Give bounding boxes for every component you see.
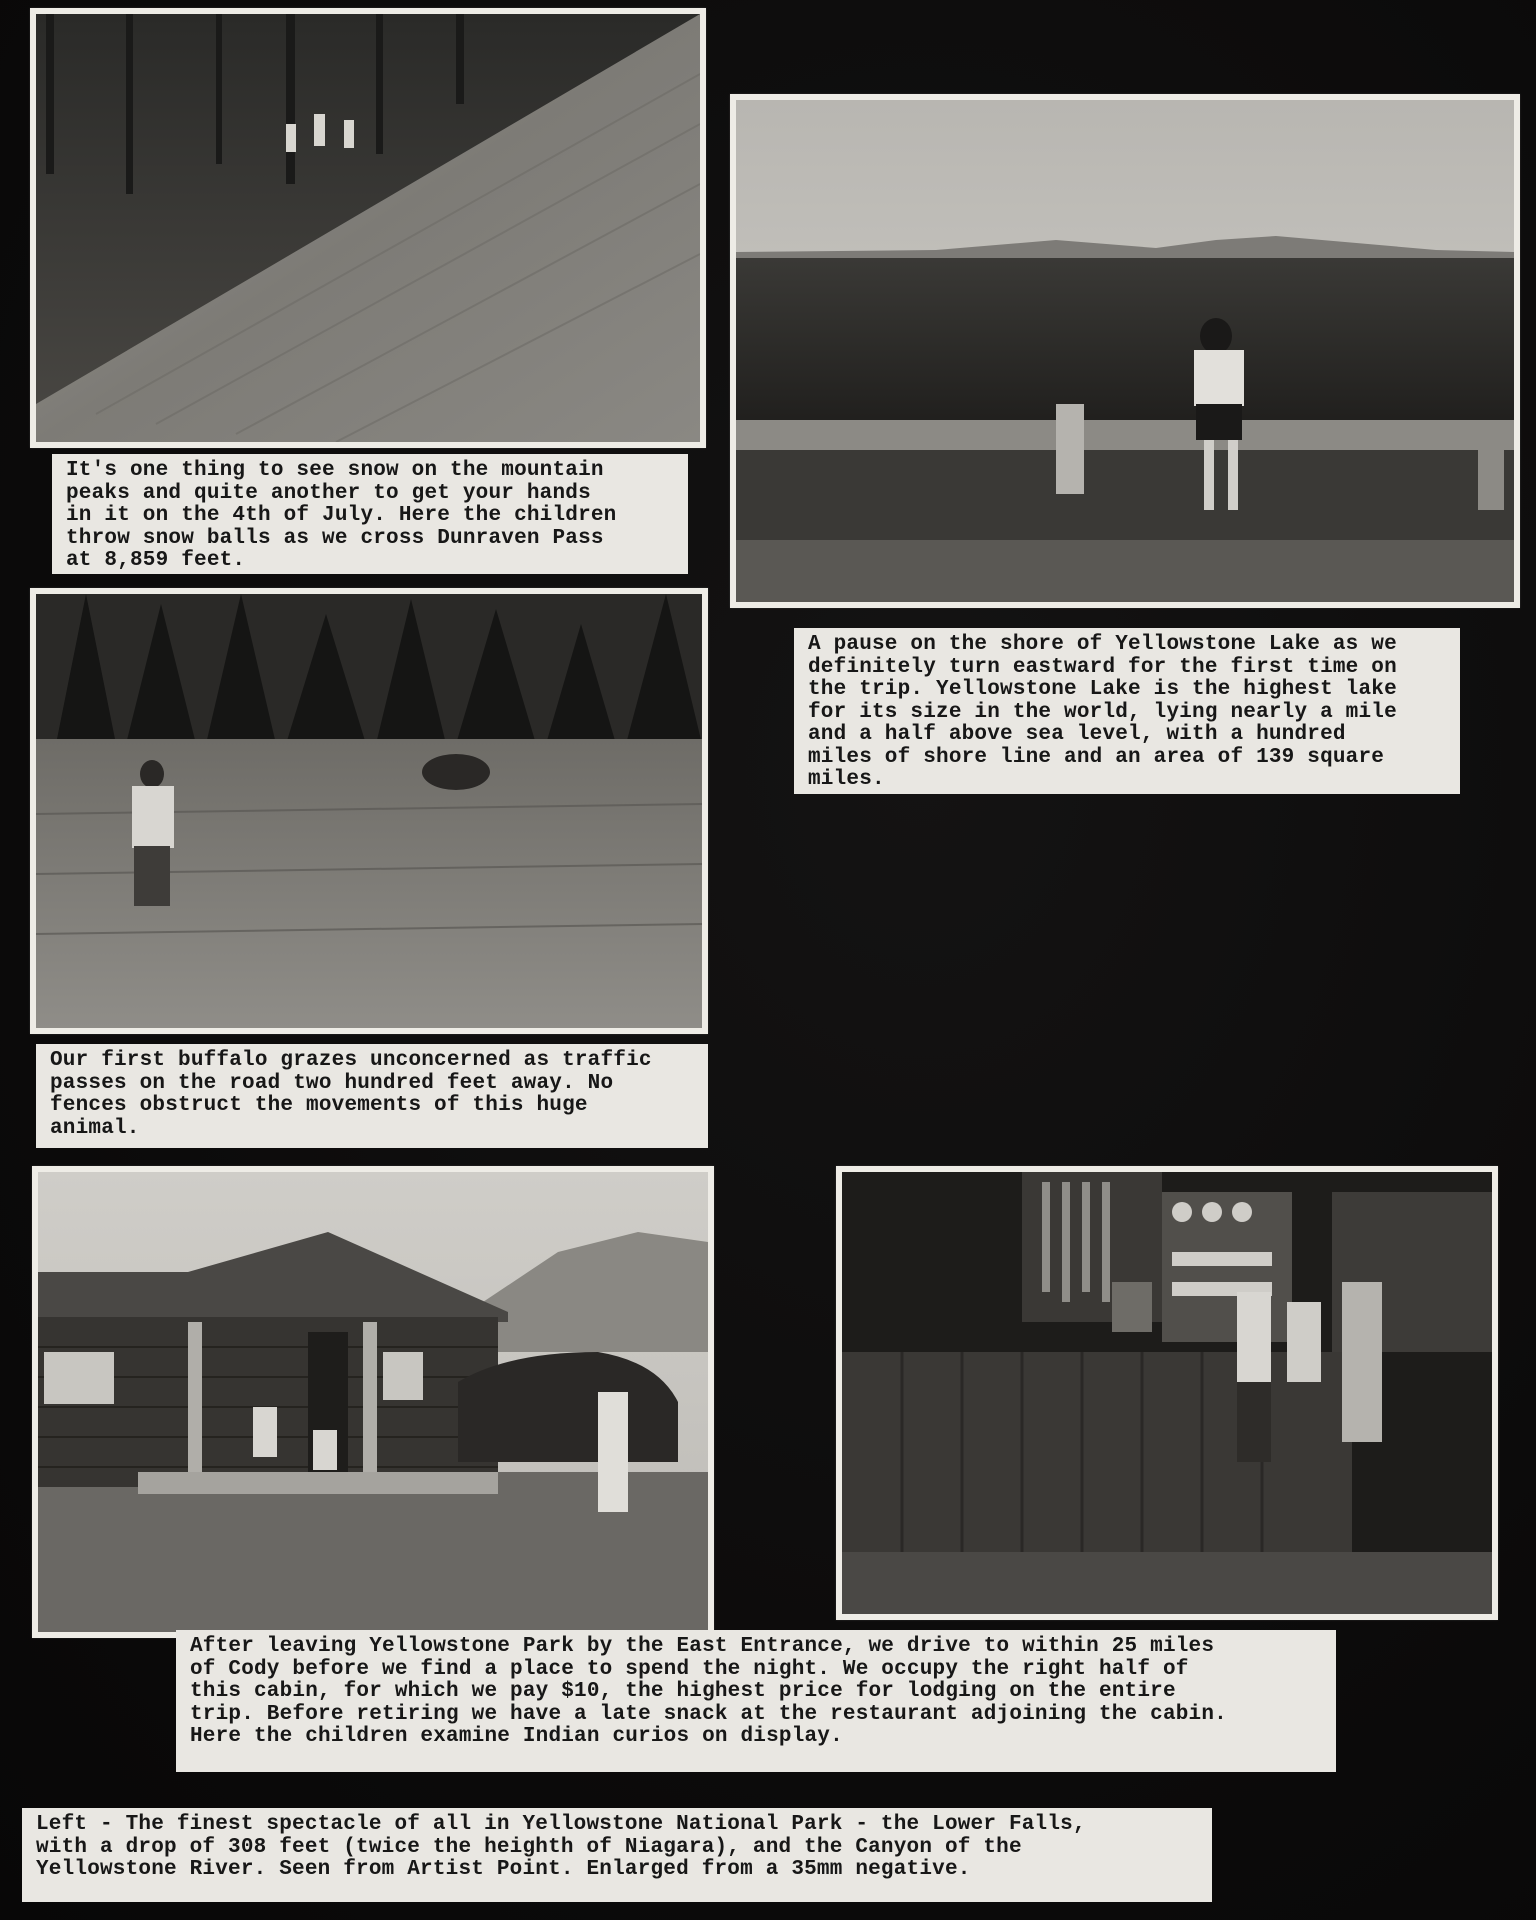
photo-buffalo — [30, 588, 708, 1034]
photo-curio-shop — [836, 1166, 1498, 1620]
caption-cabin: After leaving Yellowstone Park by the East Entrance, we drive to within 25 miles of Cody before we find a place to spend the night. We occupy the right half of this cabin, for which we pay $10, the highest price for lodging on the entire trip. Before retiring we have a late snack at the restaurant adjoining the cabin. Here the children examine Indian curios on display. — [176, 1630, 1336, 1772]
caption-lake: A pause on the shore of Yellowstone Lake as we definitely turn eastward for the first time on the trip. Yellowstone Lake is the highest lake for its size in the world, lying nearly a mile and a half above sea level, with a hundred miles of shore line and an area of 139 square miles. — [794, 628, 1460, 794]
caption-buffalo: Our first buffalo grazes unconcerned as traffic passes on the road two hundred feet away. No fences obstruct the movements of this huge animal. — [36, 1044, 708, 1148]
caption-snow: It's one thing to see snow on the mountain peaks and quite another to get your hands in it on the 4th of July. Here the children throw snow balls as we cross Dunraven Pass at 8,859 feet. — [52, 454, 688, 574]
photo-snow-slope — [30, 8, 706, 448]
caption-falls: Left - The finest spectacle of all in Yellowstone National Park - the Lower Falls, with a drop of 308 feet (twice the heighth of Niagara), and the Canyon of the Yellowstone River. Seen from Artist Point. Enlarged from a 35mm negative. — [22, 1808, 1212, 1902]
photo-cabin — [32, 1166, 714, 1638]
photo-yellowstone-lake — [730, 94, 1520, 608]
